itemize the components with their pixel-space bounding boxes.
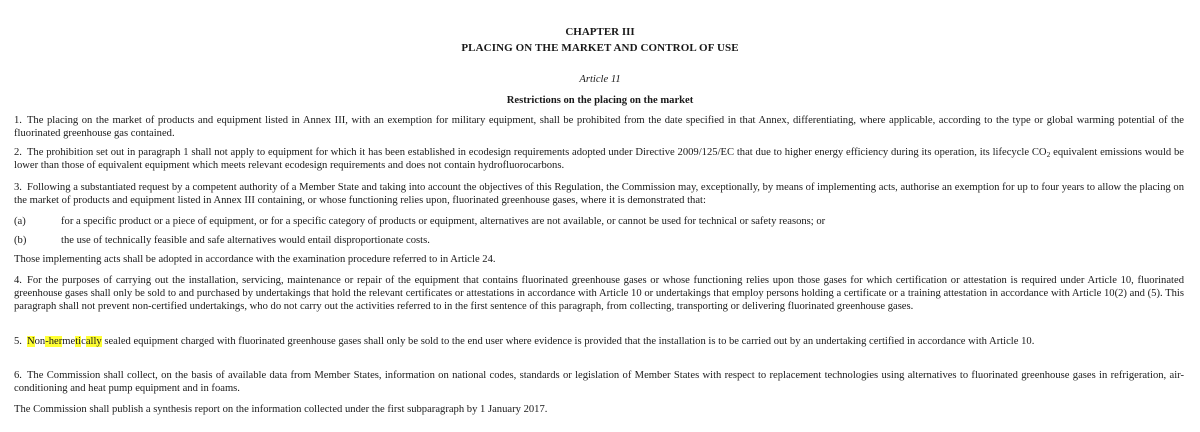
word-fragment: me (62, 336, 76, 347)
article-number: Article 11 (579, 74, 621, 85)
paragraph-number: 5. (14, 336, 22, 347)
paragraph-text: sealed equipment charged with fluorinated greenhouse gases shall only be sold to the end user where evidence is provided that the installation is to be carried out by an undertaking certified in accordance with Article 10. (101, 336, 1035, 347)
word-fragment: c (81, 336, 86, 347)
article-title: Restrictions on the placing on the market (506, 95, 694, 106)
paragraph-text: Following a substantiated request by a competent authority of a Member State and taking into account the objectives of this Regulation, the Commission may, exceptionally, by means of implementing acts, authorise an exemption for up to four years to allow the placing on the market of products and equipment listed in Annex III containing, or whose functioning relies upon, fluorinated greenhouse gases, where it is demonstrated that: (14, 182, 1184, 206)
paragraph-number: 4. (14, 275, 22, 286)
paragraph-number: 6. (14, 370, 22, 381)
list-text: the use of technically feasible and safe alternatives would entail disproportionate costs. (61, 235, 430, 246)
chapter-number: CHAPTER III (565, 26, 635, 38)
paragraph-number: 2. (14, 147, 22, 158)
paragraph-text: The Commission shall collect, on the basis of available data from Member States, information on national codes, standards or legislation of Member States with respect to replacement technologies using alternatives to fluorinated greenhouse gases in refrigeration, air-conditioning and heat pump equipment and in foams. (14, 370, 1184, 394)
paragraph-text: The prohibition set out in paragraph 1 shall not apply to equipment for which it has been established in ecodesign requirements adopted under Directive 2009/125/EC that due to higher energy efficiency during its operation, its lifecycle CO (26, 147, 1047, 158)
list-text: for a specific product or a piece of equipment, or for a specific category of products or equipment, alternatives are not available, or cannot be used for technical or safety reasons; or (61, 216, 826, 227)
paragraph-6-second (14, 403, 1184, 416)
list-item-a (14, 215, 1184, 228)
highlight-mark: ti (75, 336, 82, 347)
paragraph-6 (14, 369, 1184, 395)
paragraph-1 (14, 114, 1184, 140)
paragraph-number: 3. (14, 182, 22, 193)
paragraph-text: The placing on the market of products and equipment listed in Annex III, with an exemption for military equipment, shall be prohibited from the date specified in that Annex, differentiating, where applicable, according to the type or global warming potential of the fluorinated greenhouse gas contained. (14, 115, 1184, 139)
paragraph-number: 1. (14, 115, 22, 126)
paragraph-3 (14, 181, 1184, 207)
subscript: 2 (1046, 150, 1051, 159)
paragraph-text: The Commission shall publish a synthesis report on the information collected under the first subparagraph by 1 January 2017. (14, 404, 548, 415)
paragraph-text: For the purposes of carrying out the installation, servicing, maintenance or repair of the equipment that contains fluorinated greenhouse gases or whose functioning relies upon those gases for which certification or attestation is required under Article 10, fluorinated greenhouse gases shall only be sold to and purchased by undertakings that hold the relevant certificates or attestations in accordance with Article 10 or undertakings that employ persons holding a certificate or a training attestation in accordance with Article 10(2) and (5). This paragraph shall not prevent non-certified undertakings, who do not carry out the activities referred to in the first sentence of this paragraph, from collecting, transporting or delivering fluorinated greenhouse gases. (14, 275, 1184, 312)
highlight-mark: -her (45, 336, 63, 347)
chapter-title: PLACING ON THE MARKET AND CONTROL OF USE (461, 42, 739, 54)
list-label: (a) (14, 216, 26, 227)
paragraph-5 (14, 335, 1184, 348)
paragraph-4 (14, 274, 1184, 313)
list-item-b (14, 234, 1184, 247)
paragraph-text: Those implementing acts shall be adopted in accordance with the examination procedure referred to in Article 24. (14, 254, 496, 265)
paragraph-text-cont: equivalent emissions would be lower than those of equivalent equipment which meets relevant ecodesign requirements and does not contain hydrofluorocarbons. (14, 147, 1184, 171)
word-fragment: on (34, 336, 46, 347)
highlight-mark: N (26, 336, 35, 347)
highlight-mark: ally (85, 336, 102, 347)
list-label: (b) (14, 235, 27, 246)
paragraph-2 (14, 146, 1184, 172)
paragraph-3-closing (14, 253, 1184, 266)
